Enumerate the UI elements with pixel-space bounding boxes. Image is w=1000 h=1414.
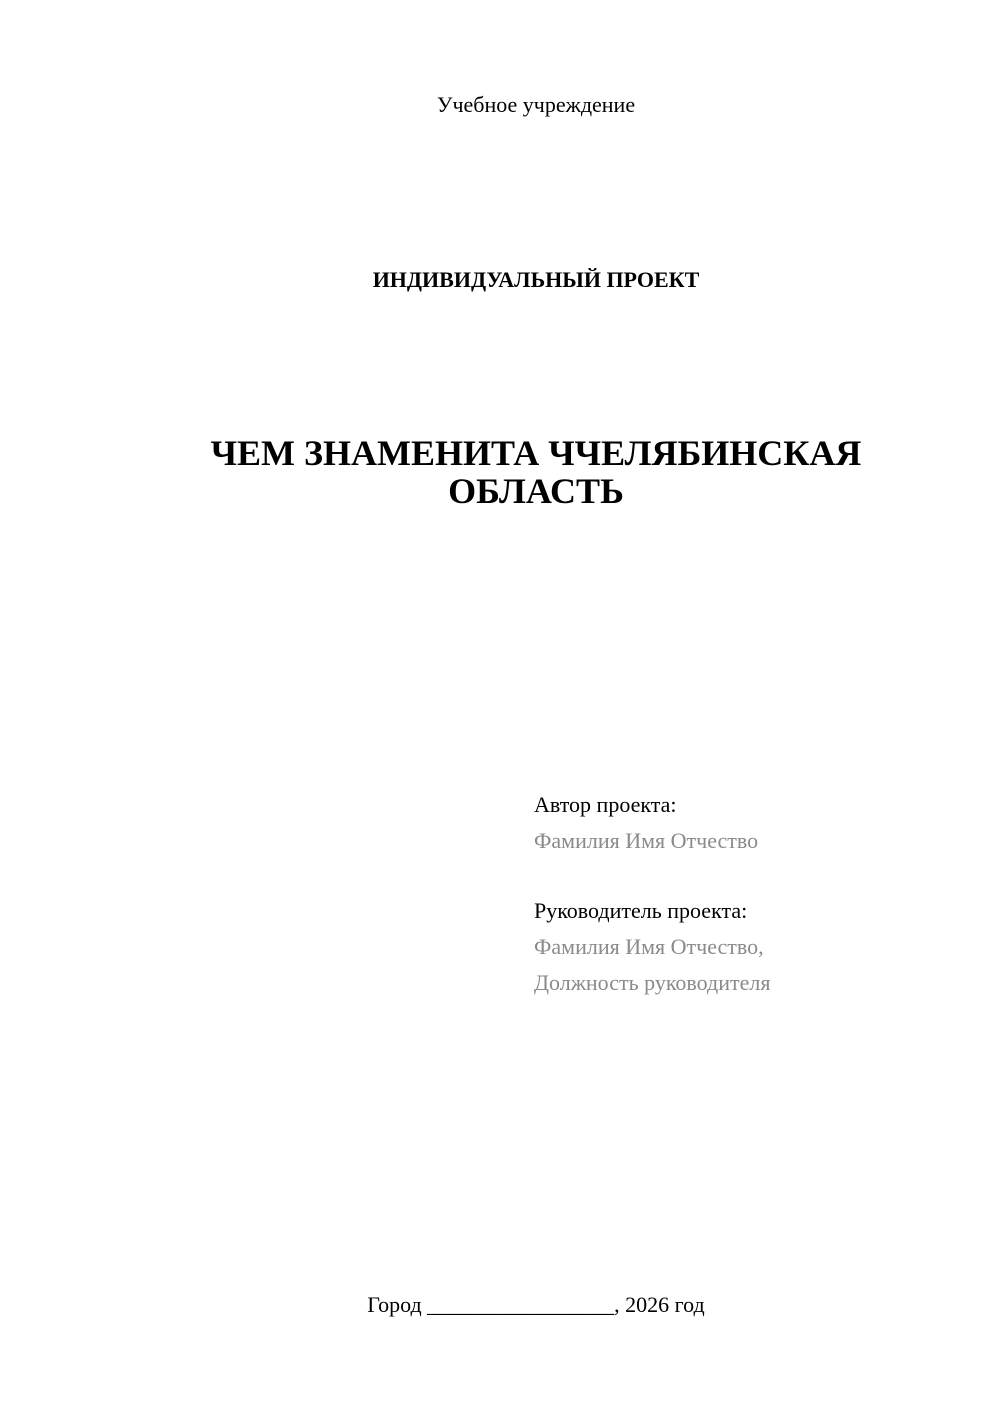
city-label: Город (367, 1292, 422, 1317)
project-title-line-2: ОБЛАСТЬ (448, 471, 624, 511)
city-blank: _________________ (427, 1292, 615, 1317)
author-name: Фамилия Имя Отчество (534, 828, 759, 853)
supervisor-position: Должность руководителя (534, 970, 771, 995)
project-title (0, 434, 1000, 510)
credits-spacer (534, 859, 954, 893)
document-type: ИНДИВИДУАЛЬНЫЙ ПРОЕКТ (372, 267, 700, 292)
supervisor-name: Фамилия Имя Отчество, (534, 934, 764, 959)
project-title-line-1: ЧЕМ ЗНАМЕНИТА ЧЧЕЛЯБИНСКАЯ (210, 433, 862, 473)
author-label: Автор проекта: (534, 792, 677, 817)
supervisor-label: Руководитель проекта: (534, 898, 748, 923)
year-text: , 2026 год (614, 1292, 705, 1317)
institution-name: Учебное учреждение (436, 92, 636, 117)
city-year-line (0, 1290, 1000, 1320)
credits-block (534, 787, 954, 1001)
